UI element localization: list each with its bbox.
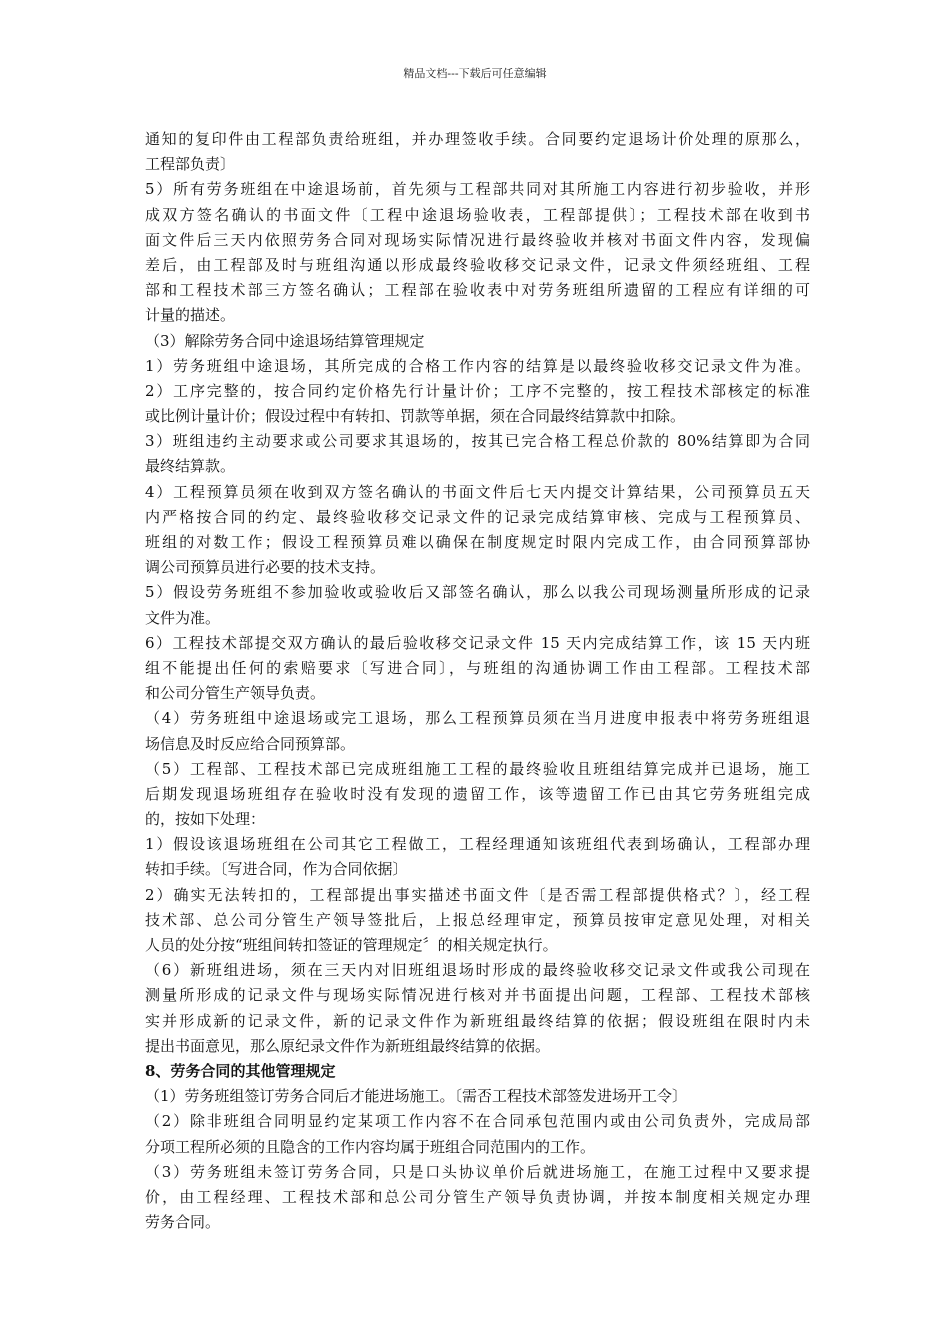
text-line: 转扣手续。〔写进合同，作为合同依据〕	[145, 860, 408, 879]
text-line: 6）工程技术部提交双方确认的最后验收移交记录文件 15 天内完成结算工作，该 15 天内班	[145, 633, 810, 652]
text-line: 部和工程技术部三方签名确认；工程部在验收表中对劳务班组所遗留的工程应有详细的可	[145, 281, 810, 300]
page-header: 精品文档---下载后可任意编辑	[403, 67, 547, 80]
text-line: 成双方签名确认的书面文件〔工程中途退场验收表，工程部提供〕；工程技术部在收到书	[145, 205, 810, 224]
text-line: 5）假设劳务班组不参加验收或验收后又部签名确认，那么以我公司现场测量所形成的记录	[145, 583, 810, 602]
text-line: 5）所有劳务班组在中途退场前，首先须与工程部共同对其所施工内容进行初步验收，并形	[145, 180, 810, 199]
text-line: 最终结算款。	[145, 457, 236, 476]
document-body	[145, 127, 810, 1235]
text-line: 和公司分管生产领导负责。	[145, 684, 326, 703]
text-line: （3）解除劳务合同中途退场结算管理规定	[145, 331, 425, 350]
text-line: 2）确实无法转扣的，工程部提出事实描述书面文件〔是否需工程部提供格式？〕，经工程	[145, 885, 810, 904]
text-line: 3）班组违约主动要求或公司要求其退场的，按其已完合格工程总价款的 80%结算即为合同	[145, 432, 810, 451]
text-line: 调公司预算员进行必要的技术支持。	[145, 558, 386, 577]
text-line: 劳务合同。	[145, 1213, 221, 1232]
text-line: 工程部负责〕	[145, 155, 236, 174]
text-line: （2）除非班组合同明显约定某项工作内容不在合同承包范围内或由公司负责外，完成局部	[145, 1112, 810, 1131]
text-line: （3）劳务班组未签订劳务合同，只是口头协议单价后就进场施工，在施工过程中又要求提	[145, 1162, 810, 1181]
text-line: （5）工程部、工程技术部已完成班组施工工程的最终验收且班组结算完成并已退场，施工	[145, 759, 810, 778]
text-line: 1）假设该退场班组在公司其它工程做工，工程经理通知该班组代表到场确认，工程部办理	[145, 835, 810, 854]
section-heading: 8、劳务合同的其他管理规定	[145, 1061, 336, 1080]
text-line: 计量的描述。	[145, 306, 236, 325]
text-line: 技术部、总公司分管生产领导签批后，上报总经理审定，预算员按审定意见处理，对相关	[145, 910, 810, 929]
text-line: 4）工程预算员须在收到双方签名确认的书面文件后七天内提交计算结果，公司预算员五天	[145, 482, 810, 501]
text-line: 提出书面意见，那么原纪录文件作为新班组最终结算的依据。	[145, 1036, 551, 1055]
text-line: 分项工程所必须的且隐含的工作内容均属于班组合同范围内的工作。	[145, 1137, 596, 1156]
text-line: 1）劳务班组中途退场，其所完成的合格工作内容的结算是以最终验收移交记录文件为准。	[145, 356, 810, 375]
text-line: 场信息及时反应给合同预算部。	[145, 734, 356, 753]
text-line: 测量所形成的记录文件与现场实际情况进行核对并书面提出问题，工程部、工程技术部核	[145, 986, 810, 1005]
text-line: 人员的处分按“班组间转扣签证的管理规定〞的相关规定执行。	[145, 936, 558, 954]
text-line: 文件为准。	[145, 608, 221, 627]
text-line: 通知的复印件由工程部负责给班组，并办理签收手续。合同要约定退场计价处理的原那么，	[145, 130, 810, 148]
text-line: 或比例计量计价；假设过程中有转扣、罚款等单据，须在合同最终结算款中扣除。	[145, 407, 686, 426]
text-line: 价，由工程经理、工程技术部和总公司分管生产领导负责协调，并按本制度相关规定办理	[145, 1187, 810, 1206]
text-line: 的，按如下处理：	[145, 810, 266, 829]
text-line: 组不能提出任何的索赔要求〔写进合同〕，与班组的沟通协调工作由工程部。工程技术部	[145, 658, 810, 677]
text-line: 班组的对数工作；假设工程预算员难以确保在制度规定时限内完成工作，由合同预算部协	[145, 533, 810, 551]
text-line: （1）劳务班组签订劳务合同后才能进场施工。〔需否工程技术部签发进场开工令〕	[145, 1087, 688, 1106]
text-line: 2）工序完整的，按合同约定价格先行计量计价；工序不完整的，按工程技术部核定的标准	[145, 381, 810, 400]
text-line: 面文件后三天内依照劳务合同对现场实际情况进行最终验收并核对书面文件内容，发现偏	[145, 230, 810, 249]
text-line: 内严格按合同的约定、最终验收移交记录文件的记录完成结算审核、完成与工程预算员、	[145, 507, 810, 526]
text-line: 后期发现退场班组存在验收时没有发现的遗留工作，该等遗留工作已由其它劳务班组完成	[145, 784, 810, 803]
text-line: （4）劳务班组中途退场或完工退场，那么工程预算员须在当月进度申报表中将劳务班组退	[145, 709, 810, 728]
text-line: （6）新班组进场，须在三天内对旧班组退场时形成的最终验收移交记录文件或我公司现在	[145, 961, 810, 980]
text-line: 实并形成新的记录文件，新的记录文件作为新班组最终结算的依据；假设班组在限时内未	[145, 1011, 810, 1030]
text-line: 差后，由工程部及时与班组沟通以形成最终验收移交记录文件，记录文件须经班组、工程	[145, 255, 810, 274]
